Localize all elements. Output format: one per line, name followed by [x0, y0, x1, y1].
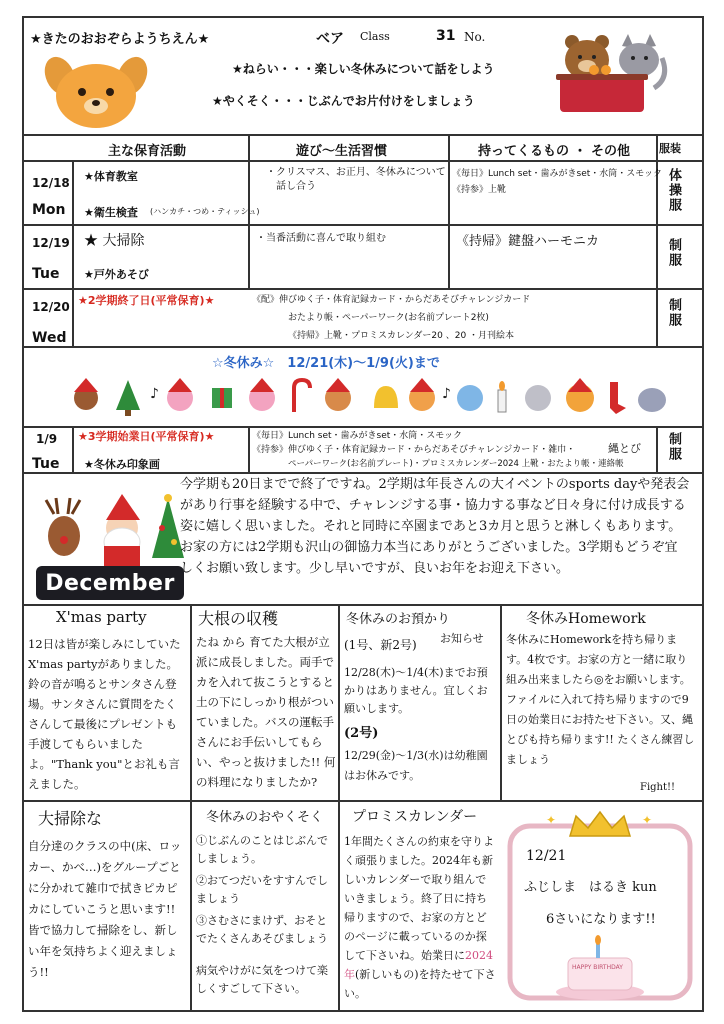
winter-care-body2: 12/29(金)～1/3(水)は幼稚園はお休みです。 — [344, 749, 488, 782]
row-date: 1/9 — [36, 432, 58, 446]
pig-face-icon — [167, 378, 193, 411]
school-name: ★きたのおおぞらようちえん★ — [30, 32, 210, 47]
promise-item-2: ②おてつだいをすすんでしましょう — [196, 874, 328, 905]
header-play: 遊び～生活習慣 — [296, 144, 388, 159]
winter-promise-title: 冬休みのおやくそく — [206, 810, 324, 825]
row-date: 12/20 — [32, 300, 70, 314]
row-weekday: Mon — [32, 202, 66, 218]
row-activity: ★ 大掃除 — [84, 233, 145, 249]
row-weekday: Wed — [32, 330, 67, 346]
row-activity: ★衛生検査 — [84, 206, 138, 219]
row-play: ・クリスマス、お正月、冬休みについて — [266, 167, 446, 178]
issue-number: 31 — [436, 28, 456, 44]
radish-title: 大根の収穫 — [198, 609, 279, 628]
birthday-frame-illustration — [506, 806, 696, 1008]
activity-column-line — [248, 426, 250, 472]
xmas-body: 12日は皆が楽しみにしていたX'mas partyがありました。鈴の音が鳴るとサンタさん登場。サンタさんに質問をたくさんして最後にプレゼントも手渡してもらいましたよ。"Thank you"とお礼も言えました。 — [28, 637, 181, 791]
row-clothes: 制服 — [666, 238, 681, 268]
homework-title: 冬休みHomework — [526, 611, 646, 627]
clothes-column-line — [656, 426, 658, 472]
number-label: No. — [464, 30, 486, 44]
promise-text: ★やくそく・・・じぶんでお片付けをしましょう — [212, 94, 475, 108]
mouse-face-icon — [525, 385, 551, 411]
row-activity: ★戸外あそび — [84, 268, 149, 281]
row-items: ペーパーワーク(お名前プレート)・プロミスカレンダー2024 上靴・おたより帳・連絡帳 — [288, 459, 624, 469]
table-header-line — [22, 160, 704, 162]
december-banner: December — [36, 566, 184, 600]
calendar-body — [344, 832, 496, 1003]
table-top-line — [22, 134, 704, 136]
row-clothes: 体操服 — [666, 168, 681, 213]
row-items: 《持帰》上靴・プロミスカレンダー20 、20 ・月刊絵本 — [288, 331, 515, 341]
play-column-line — [448, 134, 450, 288]
winter-care-subtitle: お知らせ — [440, 632, 484, 645]
aim-text: ★ねらい・・・楽しい冬休みについて話をしよう — [232, 62, 495, 76]
winter-care-body1: 12/28(木)～1/4(木)までお預かりはありません。宜しくお願いします。 — [344, 666, 488, 715]
boxes-top-line — [22, 604, 704, 606]
elephant-face-icon — [457, 385, 483, 411]
birthday-age: 6さいになります!! — [546, 912, 656, 927]
xmas-title: X'mas party — [56, 608, 147, 626]
winter-decoration-row — [70, 374, 670, 420]
row-divider — [22, 288, 704, 290]
winter-care-group1: (1号、新2号) — [344, 638, 417, 652]
calendar-highlight: 2024年 — [344, 949, 493, 981]
date-column-line — [72, 426, 74, 472]
monkey-face-icon — [325, 378, 351, 411]
svg-text:♪: ♪ — [150, 386, 159, 402]
radish-body: たね から 育てた大根が立派に成長しました。両手でカを入れて抜こうとすると土の下にしっかり根がついていました。バスの運転手さんにお手伝いしてもらい、やっと抜けました!! 何の料理になりましたか? — [196, 635, 336, 789]
bear-cat-kotatsu-illustration — [554, 32, 674, 120]
december-message: 今学期も20日までで終了ですね。2学期は年長さんの大イベントのsports dayや発表会があり行事を経験する中で、チャレンジする事・協力する事など日々身に付け成長する姿に嬉しく思いました。それと同時に卒園まであと3カ月と思うと淋しくもあります。お家の方には2学期も沢山の御協力本当にありがとうございました。3学期もどうぞ宜しくお願い致します。少し早いですが、良いお年をお迎え下さい。 — [180, 477, 690, 576]
boxes-middle-line — [22, 800, 704, 802]
row-divider — [22, 224, 704, 226]
cleaning-title: 大掃除な — [38, 809, 103, 828]
pig-face-icon — [249, 378, 275, 411]
row-clothes: 制服 — [666, 298, 681, 328]
candle-icon — [498, 381, 506, 412]
birthday-cake-text: HAPPY BIRTHDAY — [572, 964, 623, 971]
row-items: おたより帳・ペーパーワーク(お名前プレート2枚) — [288, 313, 489, 323]
stocking-icon — [610, 382, 626, 414]
row-date: 12/19 — [32, 236, 70, 250]
calendar-body-tail: (新しいもの)を持たせて下さい。 — [344, 968, 496, 1000]
row-items: 《配》伸びゆく子・体育記録カード・からだあそびチャレンジカード — [252, 295, 531, 305]
svg-text:♪: ♪ — [442, 386, 451, 402]
row-items: 《持参》上靴 — [452, 185, 507, 195]
row-weekday: Tue — [32, 456, 60, 472]
homework-tail: Fight!! — [640, 782, 676, 793]
birthday-date: 12/21 — [526, 848, 567, 864]
row-clothes: 制服 — [666, 432, 681, 462]
promise-item-3: ③さむさにまけず、おそとでたくさんあそびましょう — [196, 914, 328, 945]
class-name: ベア — [316, 31, 344, 47]
row-items: 《毎日》Lunch set・歯みがきset・水筒・スモック — [452, 169, 663, 179]
crown-icon — [570, 812, 630, 836]
candy-cane-icon — [294, 380, 310, 412]
row-items: 《持帰》鍵盤ハーモニカ — [456, 234, 600, 249]
dog-face-icon — [409, 378, 435, 411]
class-label: Class — [360, 30, 390, 43]
birthday-child-name: ふじしま はるき kun — [524, 880, 657, 895]
row-date: 12/18 — [32, 176, 70, 190]
bell-icon — [374, 386, 398, 408]
calendar-title: プロミスカレンダー — [352, 809, 478, 825]
promise-closing: 病気やけがに気をつけて楽しくすごして下さい。 — [196, 964, 328, 995]
row-divider — [22, 346, 704, 348]
row-activity: ★体育教室 — [84, 170, 138, 183]
box-divider — [338, 604, 340, 1012]
winter-care-group2: (2号) — [344, 726, 379, 741]
header-clothes: 服装 — [659, 142, 681, 155]
lion-face-icon — [566, 378, 594, 412]
header-activities: 主な保育活動 — [108, 144, 187, 159]
row-items-handwritten: 縄とび — [608, 442, 641, 455]
gift-box-icon — [212, 388, 232, 408]
row-weekday: Tue — [32, 266, 60, 282]
date-column-line — [72, 160, 74, 346]
promise-item-1: ①じぶんのことはじぶんでしましょう。 — [196, 834, 328, 865]
santa-face-icon — [74, 378, 98, 410]
row-activity-note: (ハンカチ・つめ・ティッシュ) — [150, 207, 260, 216]
svg-text:✦: ✦ — [546, 813, 557, 827]
header-items: 持ってくるもの ・ その他 — [478, 144, 631, 159]
row-activity: ★冬休み印象画 — [84, 458, 160, 471]
winter-care-title: 冬休みのお預かり — [346, 612, 451, 627]
row-items: 《毎日》Lunch set・歯みがきset・水筒・スモック — [252, 431, 463, 441]
row-activity-highlight: ★3学期始業日(平常保育)★ — [78, 430, 215, 443]
svg-text:✦: ✦ — [642, 813, 653, 827]
row-play: 話し合う — [276, 181, 316, 192]
christmas-tree-icon — [116, 380, 140, 416]
bear-face-illustration — [40, 52, 150, 130]
calendar-body-text: 1年間たくさんの約束を守りよく頑張りました。2024年も新しいカレンダーで取り組んでいきましょう。終了日に持ち帰りますので、お家の方とどのページに載っているのか探して下さいね。始業日に — [344, 835, 494, 962]
cleaning-body: 自分達のクラスの中(床、ロッカー、かべ…)をグループごとに分かれて雑巾で拭きピカピカにしていこうと思います!! 皆で協力して掃除をし、新しい年を気持ちよく迎えましょう!! — [28, 839, 182, 979]
elephant-face-icon — [638, 388, 666, 412]
box-divider — [500, 604, 502, 800]
santa-reindeer-illustration — [38, 488, 194, 568]
box-divider — [190, 604, 192, 1012]
row-play: ・当番活動に喜んで取り組む — [256, 233, 386, 244]
row-activity-highlight: ★2学期終了日(平常保育)★ — [78, 294, 215, 307]
row-items: 《持参》伸びゆく子・体育記録カード・からだあそびチャレンジカード・雑巾・ — [252, 445, 576, 455]
winter-break-banner: ☆冬休み☆ 12/21(木)～1/9(火)まで — [212, 356, 440, 371]
homework-body: 冬休みにHomeworkを持ち帰ります。4枚です。お家の方と一緒に取り組み出来ましたら◎をお願いします。ファイルに入れて持ち帰りますので9日の始業日にお持たせ下さい。又、縄とびも持ち帰ります!! たくさん練習しましょう — [506, 633, 695, 766]
